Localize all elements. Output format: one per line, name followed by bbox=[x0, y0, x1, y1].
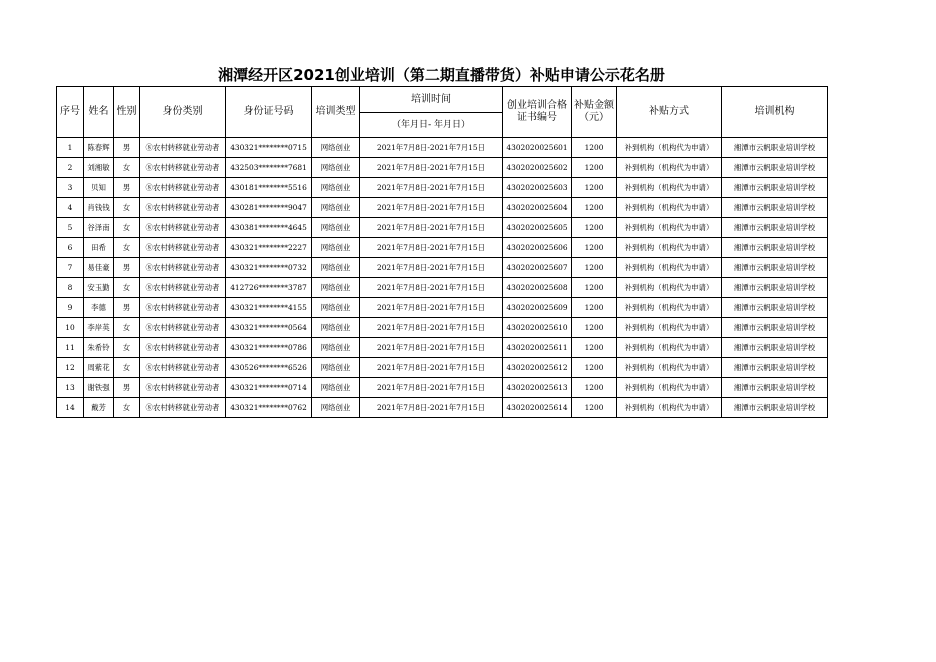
header-gender: 性别 bbox=[114, 87, 140, 138]
cell-training-type: 网络创业 bbox=[312, 298, 360, 318]
cell-training-org: 湘潭市云帆职业培训学校 bbox=[722, 158, 828, 178]
cell-id-type: ⑧农村转移就业劳动者 bbox=[140, 158, 226, 178]
cell-training-time: 2021年7月8日-2021年7月15日 bbox=[360, 378, 503, 398]
header-certificate-number: 创业培训合格证书编号 bbox=[503, 87, 572, 138]
cell-training-org: 湘潭市云帆职业培训学校 bbox=[722, 278, 828, 298]
cell-subsidy-method: 补到机构（机构代为申请） bbox=[617, 238, 722, 258]
cell-subsidy-amount: 1200 bbox=[572, 178, 617, 198]
cell-id-number: 430181********5516 bbox=[226, 178, 312, 198]
cell-training-time: 2021年7月8日-2021年7月15日 bbox=[360, 298, 503, 318]
cell-subsidy-method: 补到机构（机构代为申请） bbox=[617, 218, 722, 238]
cell-training-time: 2021年7月8日-2021年7月15日 bbox=[360, 138, 503, 158]
cell-id-number: 432503********7681 bbox=[226, 158, 312, 178]
cell-gender: 男 bbox=[114, 378, 140, 398]
roster-table bbox=[56, 86, 828, 418]
cell-training-org: 湘潭市云帆职业培训学校 bbox=[722, 298, 828, 318]
cell-training-org: 湘潭市云帆职业培训学校 bbox=[722, 138, 828, 158]
cell-name: 周紫花 bbox=[84, 358, 114, 378]
cell-seq: 14 bbox=[57, 398, 84, 418]
cell-id-type: ⑧农村转移就业劳动者 bbox=[140, 298, 226, 318]
cell-training-type: 网络创业 bbox=[312, 258, 360, 278]
cell-id-type: ⑧农村转移就业劳动者 bbox=[140, 358, 226, 378]
cell-certificate-number: 4302020025611 bbox=[503, 338, 572, 358]
cell-training-org: 湘潭市云帆职业培训学校 bbox=[722, 338, 828, 358]
table-row bbox=[57, 178, 828, 198]
cell-subsidy-amount: 1200 bbox=[572, 138, 617, 158]
cell-name: 田希 bbox=[84, 238, 114, 258]
cell-seq: 4 bbox=[57, 198, 84, 218]
cell-name: 易佳豪 bbox=[84, 258, 114, 278]
cell-certificate-number: 4302020025608 bbox=[503, 278, 572, 298]
cell-training-type: 网络创业 bbox=[312, 278, 360, 298]
cell-training-type: 网络创业 bbox=[312, 218, 360, 238]
table-row bbox=[57, 358, 828, 378]
table-row bbox=[57, 398, 828, 418]
cell-name: 贝知 bbox=[84, 178, 114, 198]
header-id-type: 身份类别 bbox=[140, 87, 226, 138]
cell-training-type: 网络创业 bbox=[312, 198, 360, 218]
cell-subsidy-amount: 1200 bbox=[572, 398, 617, 418]
cell-training-time: 2021年7月8日-2021年7月15日 bbox=[360, 158, 503, 178]
cell-subsidy-amount: 1200 bbox=[572, 338, 617, 358]
cell-id-type: ⑧农村转移就业劳动者 bbox=[140, 178, 226, 198]
cell-subsidy-amount: 1200 bbox=[572, 278, 617, 298]
table-row bbox=[57, 298, 828, 318]
cell-subsidy-method: 补到机构（机构代为申请） bbox=[617, 178, 722, 198]
cell-seq: 6 bbox=[57, 238, 84, 258]
cell-gender: 女 bbox=[114, 198, 140, 218]
cell-training-time: 2021年7月8日-2021年7月15日 bbox=[360, 318, 503, 338]
header-name: 姓名 bbox=[84, 87, 114, 138]
cell-id-number: 430321********0732 bbox=[226, 258, 312, 278]
cell-gender: 女 bbox=[114, 218, 140, 238]
cell-name: 安玉勤 bbox=[84, 278, 114, 298]
cell-gender: 女 bbox=[114, 318, 140, 338]
cell-training-time: 2021年7月8日-2021年7月15日 bbox=[360, 258, 503, 278]
cell-subsidy-amount: 1200 bbox=[572, 218, 617, 238]
header-training-time: 培训时间 bbox=[360, 87, 503, 113]
table-row bbox=[57, 258, 828, 278]
header-training-type: 培训类型 bbox=[312, 87, 360, 138]
cell-certificate-number: 4302020025609 bbox=[503, 298, 572, 318]
cell-training-org: 湘潭市云帆职业培训学校 bbox=[722, 358, 828, 378]
cell-seq: 10 bbox=[57, 318, 84, 338]
cell-training-org: 湘潭市云帆职业培训学校 bbox=[722, 198, 828, 218]
cell-certificate-number: 4302020025610 bbox=[503, 318, 572, 338]
cell-subsidy-amount: 1200 bbox=[572, 258, 617, 278]
cell-id-number: 412726********3787 bbox=[226, 278, 312, 298]
cell-name: 谢铁强 bbox=[84, 378, 114, 398]
table-row bbox=[57, 198, 828, 218]
cell-certificate-number: 4302020025614 bbox=[503, 398, 572, 418]
cell-certificate-number: 4302020025606 bbox=[503, 238, 572, 258]
cell-certificate-number: 4302020025604 bbox=[503, 198, 572, 218]
cell-gender: 女 bbox=[114, 358, 140, 378]
cell-name: 刘湘敏 bbox=[84, 158, 114, 178]
cell-subsidy-method: 补到机构（机构代为申请） bbox=[617, 378, 722, 398]
cell-subsidy-method: 补到机构（机构代为申请） bbox=[617, 198, 722, 218]
table-body bbox=[57, 138, 828, 418]
table-header bbox=[57, 87, 828, 138]
cell-training-type: 网络创业 bbox=[312, 138, 360, 158]
header-subsidy-amount: 补贴金额（元） bbox=[572, 87, 617, 138]
cell-seq: 3 bbox=[57, 178, 84, 198]
cell-subsidy-amount: 1200 bbox=[572, 298, 617, 318]
cell-training-org: 湘潭市云帆职业培训学校 bbox=[722, 218, 828, 238]
cell-gender: 男 bbox=[114, 258, 140, 278]
cell-subsidy-method: 补到机构（机构代为申请） bbox=[617, 318, 722, 338]
cell-subsidy-method: 补到机构（机构代为申请） bbox=[617, 298, 722, 318]
cell-training-type: 网络创业 bbox=[312, 318, 360, 338]
cell-subsidy-amount: 1200 bbox=[572, 238, 617, 258]
cell-subsidy-amount: 1200 bbox=[572, 358, 617, 378]
cell-certificate-number: 4302020025613 bbox=[503, 378, 572, 398]
cell-certificate-number: 4302020025603 bbox=[503, 178, 572, 198]
cell-name: 李德 bbox=[84, 298, 114, 318]
cell-seq: 9 bbox=[57, 298, 84, 318]
cell-id-type: ⑧农村转移就业劳动者 bbox=[140, 398, 226, 418]
cell-certificate-number: 4302020025601 bbox=[503, 138, 572, 158]
cell-subsidy-amount: 1200 bbox=[572, 198, 617, 218]
table-row bbox=[57, 318, 828, 338]
cell-seq: 11 bbox=[57, 338, 84, 358]
cell-training-time: 2021年7月8日-2021年7月15日 bbox=[360, 278, 503, 298]
cell-certificate-number: 4302020025605 bbox=[503, 218, 572, 238]
cell-id-number: 430321********2227 bbox=[226, 238, 312, 258]
cell-subsidy-amount: 1200 bbox=[572, 158, 617, 178]
cell-training-time: 2021年7月8日-2021年7月15日 bbox=[360, 178, 503, 198]
table-row bbox=[57, 158, 828, 178]
header-seq: 序号 bbox=[57, 87, 84, 138]
table-row bbox=[57, 218, 828, 238]
header-training-org: 培训机构 bbox=[722, 87, 828, 138]
cell-gender: 女 bbox=[114, 158, 140, 178]
cell-name: 戴芳 bbox=[84, 398, 114, 418]
cell-name: 谷泽南 bbox=[84, 218, 114, 238]
cell-certificate-number: 4302020025602 bbox=[503, 158, 572, 178]
cell-id-number: 430321********0714 bbox=[226, 378, 312, 398]
cell-id-type: ⑧农村转移就业劳动者 bbox=[140, 318, 226, 338]
cell-training-time: 2021年7月8日-2021年7月15日 bbox=[360, 238, 503, 258]
cell-id-number: 430381********4645 bbox=[226, 218, 312, 238]
cell-subsidy-method: 补到机构（机构代为申请） bbox=[617, 398, 722, 418]
cell-certificate-number: 4302020025612 bbox=[503, 358, 572, 378]
cell-seq: 7 bbox=[57, 258, 84, 278]
cell-gender: 男 bbox=[114, 138, 140, 158]
cell-training-org: 湘潭市云帆职业培训学校 bbox=[722, 238, 828, 258]
cell-id-type: ⑧农村转移就业劳动者 bbox=[140, 198, 226, 218]
cell-subsidy-method: 补到机构（机构代为申请） bbox=[617, 258, 722, 278]
cell-name: 李岸英 bbox=[84, 318, 114, 338]
header-training-time-format: （年月日- 年月日） bbox=[360, 113, 503, 138]
cell-gender: 女 bbox=[114, 238, 140, 258]
cell-seq: 5 bbox=[57, 218, 84, 238]
cell-seq: 1 bbox=[57, 138, 84, 158]
cell-subsidy-amount: 1200 bbox=[572, 378, 617, 398]
cell-subsidy-method: 补到机构（机构代为申请） bbox=[617, 138, 722, 158]
document-title: 湘潭经开区2021创业培训（第二期直播带货）补贴申请公示花名册 bbox=[218, 66, 665, 84]
cell-training-type: 网络创业 bbox=[312, 378, 360, 398]
cell-id-type: ⑧农村转移就业劳动者 bbox=[140, 138, 226, 158]
table-row bbox=[57, 378, 828, 398]
cell-seq: 2 bbox=[57, 158, 84, 178]
cell-subsidy-method: 补到机构（机构代为申请） bbox=[617, 278, 722, 298]
cell-name: 陈春辉 bbox=[84, 138, 114, 158]
cell-gender: 女 bbox=[114, 398, 140, 418]
cell-id-type: ⑧农村转移就业劳动者 bbox=[140, 378, 226, 398]
cell-training-type: 网络创业 bbox=[312, 338, 360, 358]
cell-seq: 12 bbox=[57, 358, 84, 378]
cell-training-time: 2021年7月8日-2021年7月15日 bbox=[360, 338, 503, 358]
cell-id-number: 430281********9047 bbox=[226, 198, 312, 218]
table-row bbox=[57, 238, 828, 258]
cell-training-time: 2021年7月8日-2021年7月15日 bbox=[360, 398, 503, 418]
cell-seq: 13 bbox=[57, 378, 84, 398]
cell-training-type: 网络创业 bbox=[312, 398, 360, 418]
cell-id-number: 430321********0715 bbox=[226, 138, 312, 158]
cell-training-time: 2021年7月8日-2021年7月15日 bbox=[360, 218, 503, 238]
header-id-number: 身份证号码 bbox=[226, 87, 312, 138]
cell-training-org: 湘潭市云帆职业培训学校 bbox=[722, 318, 828, 338]
cell-id-number: 430321********0564 bbox=[226, 318, 312, 338]
cell-gender: 男 bbox=[114, 178, 140, 198]
cell-id-type: ⑧农村转移就业劳动者 bbox=[140, 258, 226, 278]
cell-id-type: ⑧农村转移就业劳动者 bbox=[140, 218, 226, 238]
cell-subsidy-method: 补到机构（机构代为申请） bbox=[617, 358, 722, 378]
cell-id-type: ⑧农村转移就业劳动者 bbox=[140, 278, 226, 298]
cell-gender: 男 bbox=[114, 298, 140, 318]
cell-training-org: 湘潭市云帆职业培训学校 bbox=[722, 178, 828, 198]
cell-gender: 女 bbox=[114, 278, 140, 298]
cell-gender: 女 bbox=[114, 338, 140, 358]
cell-training-time: 2021年7月8日-2021年7月15日 bbox=[360, 198, 503, 218]
cell-id-number: 430321********0786 bbox=[226, 338, 312, 358]
cell-training-org: 湘潭市云帆职业培训学校 bbox=[722, 398, 828, 418]
cell-subsidy-amount: 1200 bbox=[572, 318, 617, 338]
cell-subsidy-method: 补到机构（机构代为申请） bbox=[617, 158, 722, 178]
cell-id-number: 430321********0762 bbox=[226, 398, 312, 418]
table-row bbox=[57, 138, 828, 158]
cell-subsidy-method: 补到机构（机构代为申请） bbox=[617, 338, 722, 358]
cell-name: 肖钱钱 bbox=[84, 198, 114, 218]
cell-id-type: ⑧农村转移就业劳动者 bbox=[140, 338, 226, 358]
cell-id-type: ⑧农村转移就业劳动者 bbox=[140, 238, 226, 258]
cell-id-number: 430526********6526 bbox=[226, 358, 312, 378]
table-row bbox=[57, 278, 828, 298]
cell-training-type: 网络创业 bbox=[312, 158, 360, 178]
cell-name: 朱希铃 bbox=[84, 338, 114, 358]
header-subsidy-method: 补贴方式 bbox=[617, 87, 722, 138]
cell-training-org: 湘潭市云帆职业培训学校 bbox=[722, 378, 828, 398]
cell-training-type: 网络创业 bbox=[312, 238, 360, 258]
cell-training-time: 2021年7月8日-2021年7月15日 bbox=[360, 358, 503, 378]
cell-certificate-number: 4302020025607 bbox=[503, 258, 572, 278]
cell-training-type: 网络创业 bbox=[312, 178, 360, 198]
cell-seq: 8 bbox=[57, 278, 84, 298]
table-row bbox=[57, 338, 828, 358]
cell-training-org: 湘潭市云帆职业培训学校 bbox=[722, 258, 828, 278]
cell-id-number: 430321********4155 bbox=[226, 298, 312, 318]
cell-training-type: 网络创业 bbox=[312, 358, 360, 378]
